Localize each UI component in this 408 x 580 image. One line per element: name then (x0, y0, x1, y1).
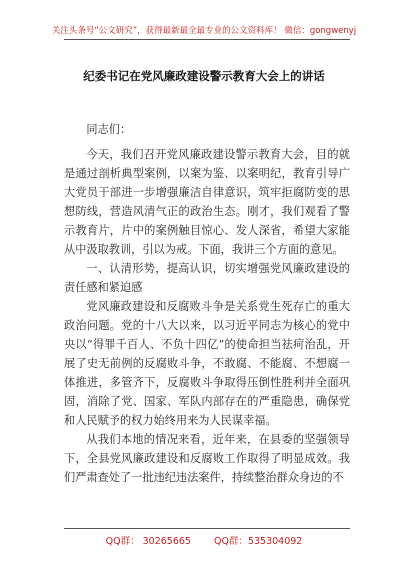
paragraph-intro: 今天，我们召开党风廉政建设警示教育大会，目的就是通过剖析典型案例，以案为鉴、以案明纪，教育引导广大党员干部进一步增强廉洁自律意识，筑牢拒腐防变的思想防线，营造风清气正的政治生态。刚才，我们观看了警示教育片，片中的案例触目惊心、发人深省，希望大家能从中汲取教训，引以为戒。下面，我讲三个方面的意见。 (64, 148, 350, 256)
header-banner: 关注头条号“公文研究”，获得最新最全最专业的公文资料库！ 微信：gongwenyj (51, 26, 357, 36)
document-title: 纪委书记在党风廉政建设警示教育大会上的讲话 (83, 69, 325, 83)
header-divider (64, 39, 350, 40)
footer-divider (64, 528, 350, 529)
footer-qq-group-2: QQ群：535304092 (214, 536, 303, 547)
section-heading-1: 一、认清形势，提高认识，切实增强党风廉政建设的责任感和紧迫感 (64, 262, 350, 294)
document-body (64, 120, 350, 487)
footer-qq-group-1: QQ群： 30265665 (105, 536, 191, 547)
paragraph-2: 党风廉政建设和反腐败斗争是关系党生死存亡的重大政治问题。党的十八大以来，以习近平同志为核心的党中央以“得罪千百人、不负十四亿”的使命担当祛疴治乱，开展了史无前例的反腐败斗争，不敢腐、不能腐、不想腐一体推进，多管齐下，反腐败斗争取得压倒性胜利并全面巩固，消除了党、国家、军队内部存在的严重隐患，确保党和人民赋予的权力始终用来为人民谋幸福。 (64, 300, 350, 427)
footer (0, 533, 408, 547)
greeting: 同志们： (86, 123, 132, 136)
paragraph-3: 从我们本地的情况来看，近年来，在县委的坚强领导下，全县党风廉政建设和反腐败工作取得了明显成效。我们严肃查处了一批违纪违法案件，持续整治群众身边的不 (64, 433, 350, 484)
